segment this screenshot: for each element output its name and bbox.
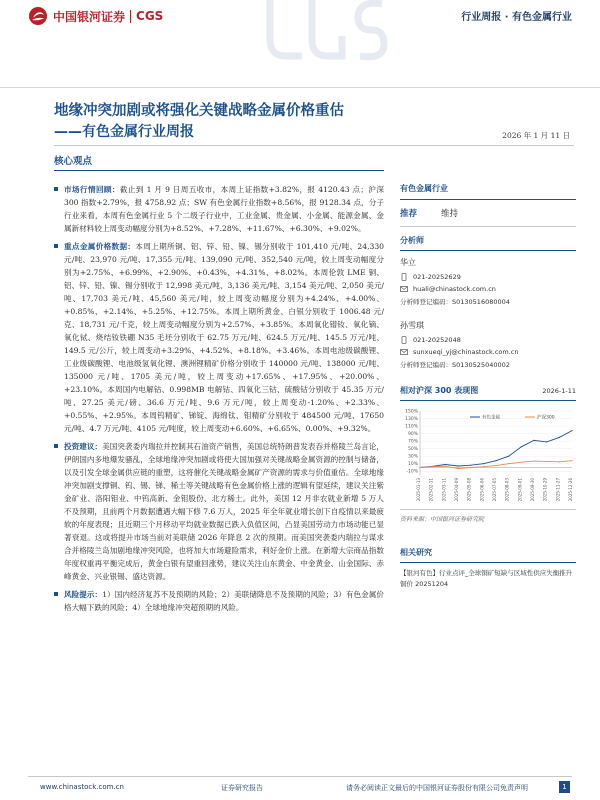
legend-label: 沪深300 bbox=[537, 415, 555, 421]
analyst-email[interactable]: huali@chinastock.com.cn bbox=[413, 285, 496, 293]
analyst-cert: 分析师登记编码：S0130525040002 bbox=[400, 361, 510, 369]
y-tick-label: 90% bbox=[407, 432, 418, 438]
data-point bbox=[495, 465, 496, 466]
x-tick-label: 2025-08-03 bbox=[504, 478, 510, 502]
title-divider bbox=[54, 145, 574, 146]
analyst-email-line bbox=[400, 348, 576, 356]
y-tick-label: 70% bbox=[407, 439, 418, 445]
related-heading: 相关研究 bbox=[400, 548, 432, 557]
related-divider bbox=[400, 562, 576, 563]
data-point bbox=[571, 430, 572, 431]
data-point bbox=[445, 466, 446, 467]
y-tick-label: 30% bbox=[407, 454, 418, 460]
page-number: 1 bbox=[559, 781, 570, 793]
analyst-card bbox=[400, 257, 576, 306]
core-view-heading: 核心观点 bbox=[54, 156, 93, 167]
x-tick-label: 2025-02-11 bbox=[428, 478, 434, 502]
x-tick-label: 2025-11-27 bbox=[555, 478, 561, 502]
sidebar bbox=[400, 183, 576, 590]
x-tick-label: 2025-05-08 bbox=[466, 478, 472, 502]
y-tick-label: 50% bbox=[407, 447, 418, 453]
data-point bbox=[457, 468, 458, 469]
bullet-heading: 投资建议： bbox=[64, 442, 103, 451]
analyst-phone: 021-20252629 bbox=[413, 273, 461, 281]
data-point bbox=[483, 463, 484, 464]
x-tick-label: 2025-03-11 bbox=[441, 478, 447, 502]
footer-disclaimer: 请务必阅读正文最后的中国银河证券股份有限公司免责声明 bbox=[346, 784, 528, 792]
bullet-market-review bbox=[54, 183, 384, 235]
data-point bbox=[483, 466, 484, 467]
bullet-text: 本周上期所铜、铝、锌、铅、镍、锡分别收于 101,410 元/吨、24,330 元/吨、23,970 元/吨、17,355 元/吨、139,090 元/吨、352,540 元/吨，较上周变动幅度分别为+2.75%、+6.99%、+2.90%、+0.43%、+4.31%、+8.02%。本周伦敦 LME 铜、铝、锌、铅、镍、锡分别收于 12,998 美元/吨、3,136 美元/吨、3,154 美元/吨、2,050 美元/吨、17,703 美元/吨、45,560 美元/吨，较上周变动幅度分别为+4.24%、+4.00%、+0.85%、+2.14%、+5.25%、+12.75%。本周上期所黄金、白银分别收于 1006.48 元/克、18,731 元/千克，较上周变动幅度分别为+2.57%、+3.85%。本周氧化镨钕、氧化镝、氧化铽、烧结钕铁硼 N35 毛坯分别收于 62.75 万元/吨、624.5 万元/吨、145.5 万元/吨、149.5 元/公斤，较上周变动+3.29%、+4.52%、+8.18%、+3.46%。本周电池级碳酸锂、工业级碳酸锂、电池级氢氧化锂、澳洲锂精矿价格分别收于 140000 元/吨、138000 元/吨、135000 元/吨、1705 美元/吨，较上周变动+17.65%、+17.95%、+20.00%、+23.10%。本周国内电解钴、0.998MB 电解钴、四氧化三钴、硫酸钴分别收于 45.35 万元/吨、27.25 美元/磅、36.6 万元/吨、9.6 万元/吨，较上周变动-1.20%、+2.33%、+0.55%、+2.95%。本周钨精矿、锑锭、海绵钛、钼精矿分别收于 484500 元/吨、17650 元/吨、4.7 万元/吨、4105 元/吨度，较上周变动+6.60%、+6.65%、0.00%、+9.32%。 bbox=[64, 242, 385, 433]
logo-divider bbox=[130, 10, 131, 23]
data-point bbox=[571, 460, 572, 461]
analyst-phone: 021-20252048 bbox=[413, 336, 461, 344]
data-point bbox=[508, 463, 509, 464]
report-date: 2026 年 1 月 11 日 bbox=[502, 131, 570, 140]
data-point bbox=[495, 460, 496, 461]
y-tick-label: 110% bbox=[405, 424, 418, 430]
related-report-link[interactable]: 【银河有色】行业点评_全球铜矿短缺与区域性供应失衡推升铜价 20251204 bbox=[400, 569, 573, 588]
chart-source: 资料来源：中国银河证券研究院 bbox=[400, 516, 485, 523]
analyst-phone-line bbox=[400, 336, 576, 344]
cgs-watermark-graphic bbox=[262, 0, 392, 62]
x-tick-label: 2025-09-01 bbox=[517, 478, 523, 502]
chart-bottom-divider bbox=[400, 509, 576, 510]
rating-divider bbox=[400, 226, 576, 227]
chart-heading: 相对沪深 300 表现图 bbox=[400, 386, 479, 395]
bullet-heading: 市场行情回顾： bbox=[64, 185, 120, 194]
email-icon bbox=[400, 285, 408, 293]
footer-doc-type: 证券研究报告 bbox=[221, 784, 263, 792]
data-point bbox=[559, 461, 560, 462]
relative-performance-chart bbox=[400, 405, 576, 505]
x-tick-label: 2025-06-06 bbox=[479, 478, 485, 502]
data-point bbox=[521, 446, 522, 447]
y-tick-label: -10% bbox=[406, 469, 418, 475]
x-tick-label: 2025-12-26 bbox=[568, 478, 573, 502]
data-point bbox=[533, 440, 534, 441]
bullet-investment-advice bbox=[54, 440, 384, 583]
x-tick-label: 2025-04-09 bbox=[454, 478, 459, 502]
logo-text-cn: 中国银河证券 bbox=[53, 9, 126, 24]
industry-heading: 有色金属行业 bbox=[400, 184, 448, 193]
bullet-metal-prices bbox=[54, 240, 384, 435]
y-tick-label: 150% bbox=[405, 409, 418, 415]
bullet-text: 美国突袭委内瑞拉并控制其石油资产销售，美国总统特朗普发表吞并格陵兰岛言论，伊朗国内多地爆发骚乱，全球地缘冲突加剧或将使大国加强对关键战略金属资源的控制与储备，以及引发全球金属供应链的重塑，这将催化关键战略金属矿产资源的需求与价值重估。全球地缘冲突加剧支撑铜、钨、锡、锑、稀土等关键战略有色金属价格上涨的逻辑有望延续，建议关注紫金矿业、洛阳钼业、中钨高新、金钼股份、北方稀土。此外，美国 12 月非农就业新增 5 万人不及预期，且前两个月数据遭遇大幅下修 7.6 万人，2025 年全年就业增长创下自疫情以来最疲软的年度表现；且近期三个月移动平均就业数据已跌入负值区间，凸显美国劳动力市场动能已显著衰退。这或将提升市场当前对美联储 2026 年降息 2 次的预期。而美国突袭委内瑞拉与谋求合并格陵兰岛加剧地缘冲突风险，也将加大市场避险需求，利好金价上涨。在新增大宗商品指数年度权重再平衡完成后，黄金白银有望重回涨势，建议关注山东黄金、中金黄金、山金国际、赤峰黄金、兴业银锡、盛达资源。 bbox=[64, 442, 385, 581]
report-subtitle: ——有色金属行业周报 bbox=[54, 124, 194, 140]
rating-label: 推荐 bbox=[400, 209, 418, 219]
data-point bbox=[419, 467, 420, 468]
bullet-text: 1）国内经济复苏不及预期的风险；2）美联储降息不及预期的风险；3）有色金属价格大幅下跌的风险；4）全球地缘冲突超预期的风险。 bbox=[64, 590, 384, 612]
bullet-heading: 风险提示： bbox=[64, 590, 103, 599]
rating-row bbox=[400, 207, 576, 219]
x-tick-label: 2025-09-30 bbox=[530, 478, 535, 502]
bullet-heading: 重点金属价格数据： bbox=[64, 242, 136, 251]
chart-heading-row bbox=[400, 385, 576, 396]
analyst-name: 孙雪琪 bbox=[400, 321, 424, 330]
chart-date: 2026-1-11 bbox=[542, 386, 576, 395]
x-tick-label: 2025-10-29 bbox=[542, 478, 548, 502]
page-footer bbox=[28, 781, 572, 795]
chart-divider bbox=[400, 400, 576, 401]
data-point bbox=[546, 441, 547, 442]
report-title: 地缘冲突加剧或将强化关键战略金属价格重估 bbox=[54, 103, 344, 119]
analysts-divider bbox=[400, 250, 576, 251]
data-point bbox=[533, 460, 534, 461]
analyst-email-line bbox=[400, 285, 576, 293]
page-header bbox=[0, 0, 600, 88]
bullet-text: 截止到 1 月 9 日周五收市，本周上证指数+3.82%，报 4120.43 点；沪深 300 指数+2.79%，报 4758.92 点；SW 有色金属行业指数+8.56%，报 9128.34 点，分子行业来看，本周有色金属行业 5 个二级子行业中，工业金属、贵金属、小金属、能源金属、金属新材料较上周变动幅度分别为+8.52%、+7.28%、+11.67%、+6.30%、+9.02%。 bbox=[64, 185, 384, 233]
data-point bbox=[470, 467, 471, 468]
data-point bbox=[508, 456, 509, 457]
company-logo bbox=[28, 5, 163, 27]
rating-value: 维持 bbox=[441, 209, 459, 219]
analysts-heading: 分析师 bbox=[400, 236, 424, 245]
data-point bbox=[432, 466, 433, 467]
cgs-logo-icon bbox=[28, 6, 48, 26]
industry-divider bbox=[400, 199, 576, 200]
data-point bbox=[457, 465, 458, 466]
x-tick-label: 2025-01-13 bbox=[416, 478, 421, 502]
report-type-label: 行业周报 · 有色金属行业 bbox=[461, 12, 572, 23]
data-point bbox=[445, 464, 446, 465]
analyst-phone-line bbox=[400, 273, 576, 281]
data-point bbox=[559, 437, 560, 438]
core-view-divider bbox=[54, 170, 384, 171]
analyst-name: 华立 bbox=[400, 258, 416, 267]
analyst-cert: 分析师登记编码：S0130516080004 bbox=[400, 298, 510, 306]
logo-text-en: CGS bbox=[136, 9, 164, 23]
y-tick-label: 130% bbox=[405, 417, 418, 423]
footer-divider bbox=[28, 776, 572, 777]
y-tick-label: 10% bbox=[407, 462, 418, 468]
data-point bbox=[521, 462, 522, 463]
bullet-risk-warning bbox=[54, 588, 384, 614]
phone-icon bbox=[400, 336, 408, 344]
analyst-card bbox=[400, 320, 576, 369]
core-view-bullets bbox=[54, 183, 384, 619]
footer-website[interactable]: www.chinastock.com.cn bbox=[40, 783, 124, 791]
data-point bbox=[470, 465, 471, 466]
x-tick-label: 2025-07-05 bbox=[492, 478, 497, 502]
phone-icon bbox=[400, 273, 408, 281]
analyst-email[interactable]: sunxueqi_yj@chinastock.com.cn bbox=[413, 348, 519, 356]
data-point bbox=[546, 461, 547, 462]
legend-label: 有色金属 bbox=[482, 415, 500, 421]
email-icon bbox=[400, 348, 408, 356]
series-line-nonferrous bbox=[420, 431, 572, 468]
